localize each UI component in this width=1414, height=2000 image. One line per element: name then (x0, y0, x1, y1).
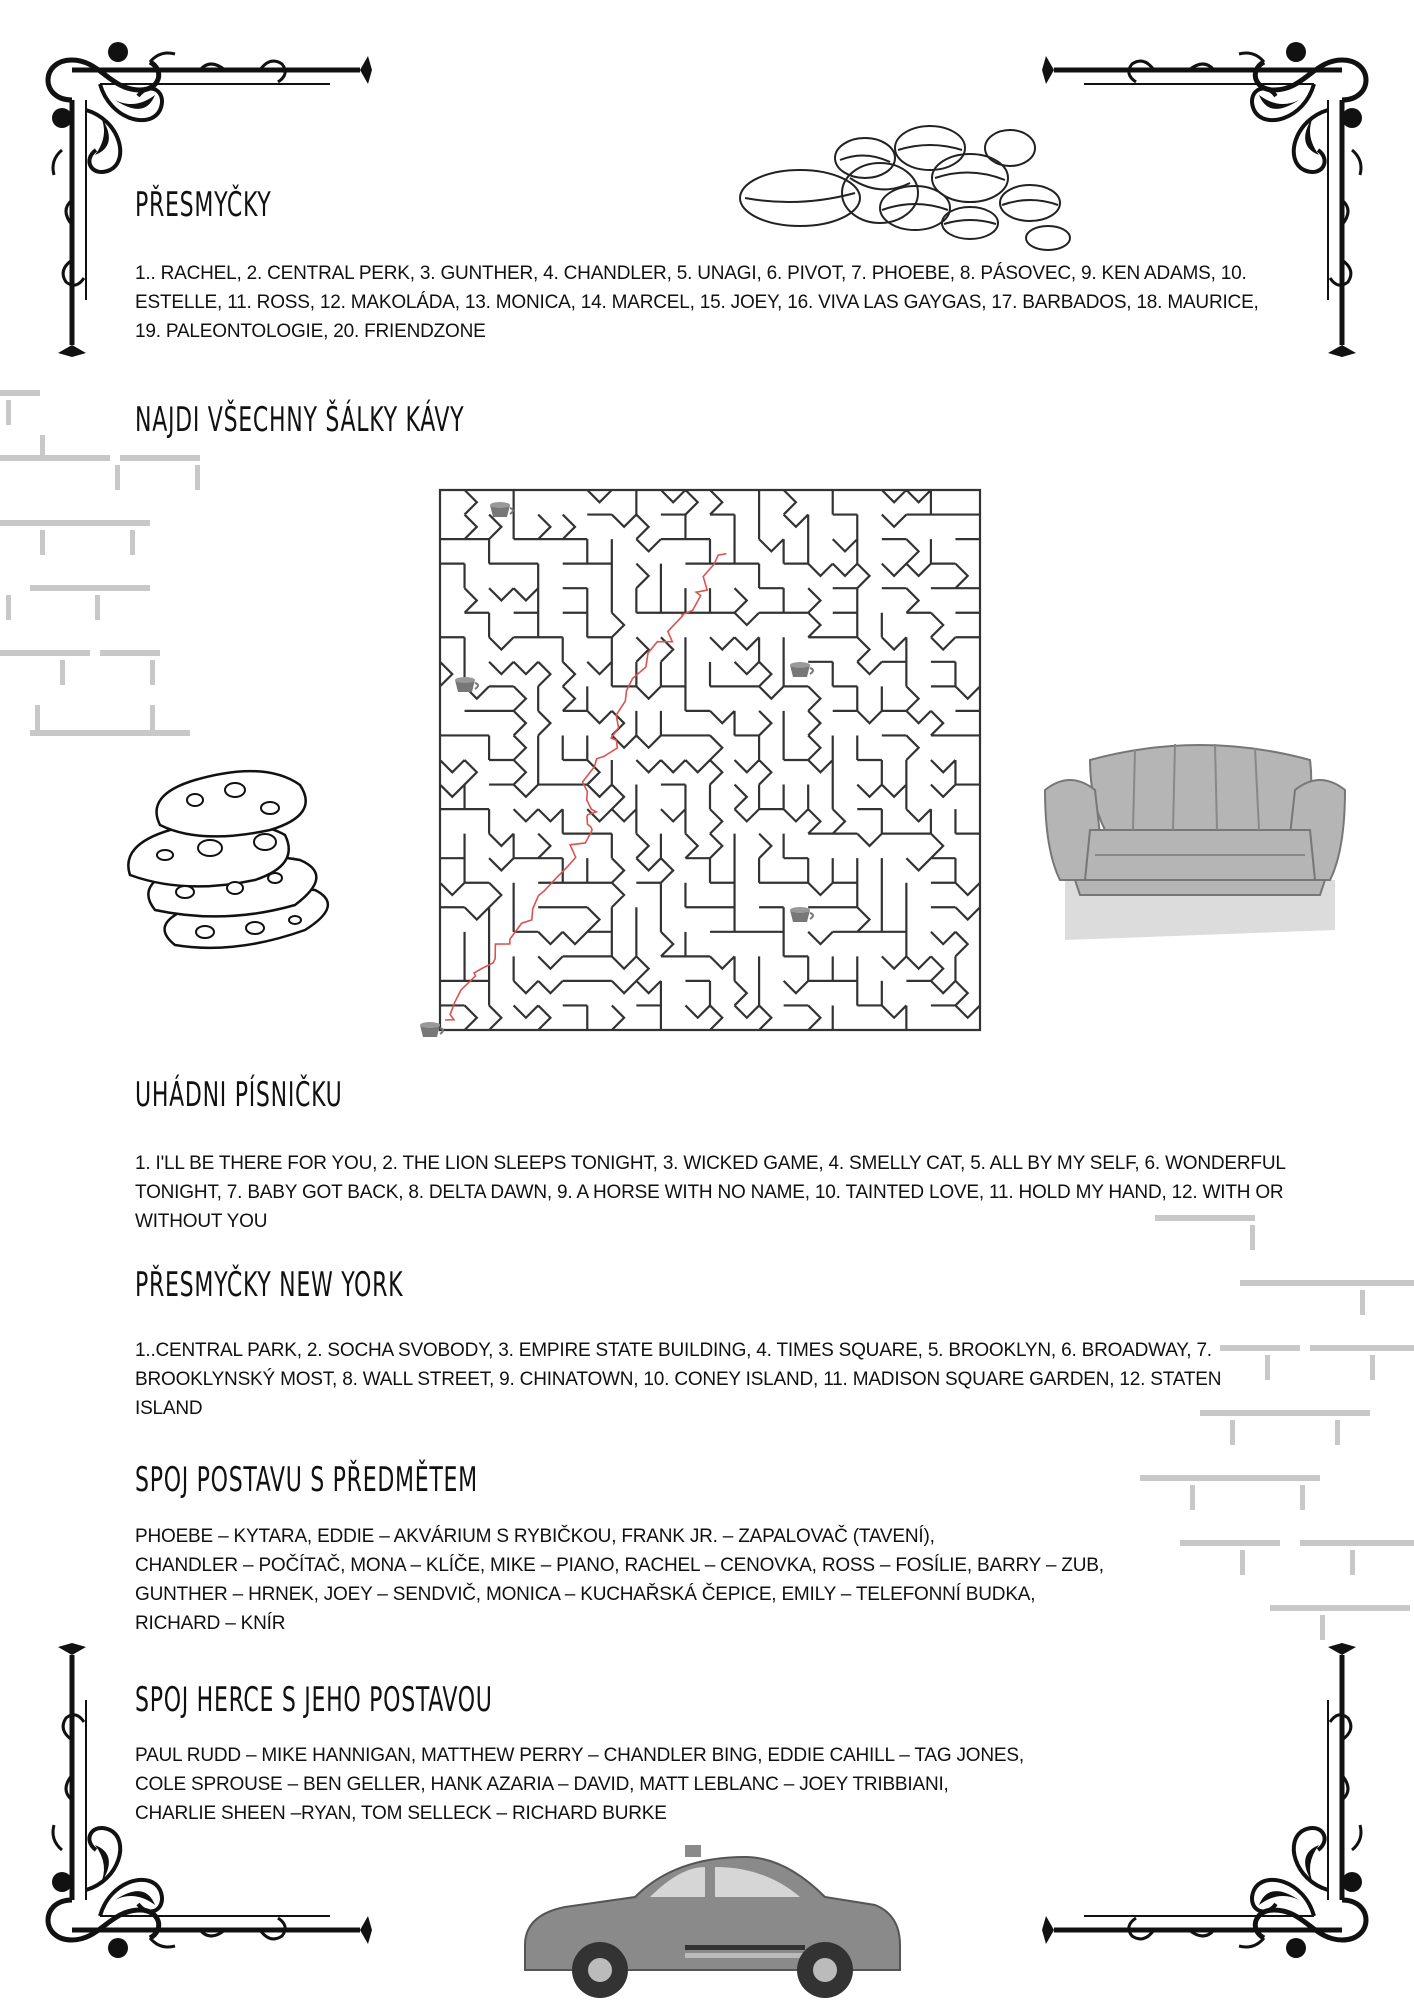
sofa-icon (1035, 730, 1365, 950)
section-title-presmycky: PŘESMYČKY (135, 185, 272, 225)
section-title-predmety: SPOJ POSTAVU S PŘEDMĚTEM (135, 1460, 478, 1500)
section-text-herci (135, 1741, 1335, 1828)
text-line: GUNTHER – HRNEK, JOEY – SENDVIČ, MONICA – KUCHAŘSKÁ ČEPICE, EMILY – TELEFONNÍ BUDKA, (135, 1584, 1036, 1605)
cookies-icon (125, 770, 355, 960)
text-line: COLE SPROUSE – BEN GELLER, HANK AZARIA – DAVID, MATT LEBLANC – JOEY TRIBBIANI, (135, 1774, 949, 1795)
section-text-newyork: 1..CENTRAL PARK, 2. SOCHA SVOBODY, 3. EMPIRE STATE BUILDING, 4. TIMES SQUARE, 5. BROOKLYN, 6. BROADWAY, 7. BROOKLYNSKÝ MOST, 8. WALL STREET, 9. CHINATOWN, 10. CONEY ISLAND, 11. MADISON SQUARE GARDEN, 12. STATEN ISLAND (135, 1340, 1222, 1419)
text-line: CHANDLER – POČÍTAČ, MONA – KLÍČE, MIKE – PIANO, RACHEL – CENOVKA, ROSS – FOSÍLIE, BARRY – ZUB, (135, 1555, 1104, 1576)
text-line: CHARLIE SHEEN –RYAN, TOM SELLECK – RICHARD BURKE (135, 1803, 667, 1824)
maze-solution-path (445, 554, 726, 1020)
coffee-cup-icon (455, 677, 478, 692)
section-text-presmycky: 1.. RACHEL, 2. CENTRAL PERK, 3. GUNTHER, 4. CHANDLER, 5. UNAGI, 6. PIVOT, 7. PHOEBE, 8. PÁSOVEC, 9. KEN ADAMS, 10. ESTELLE, 11. ROSS, 12. MAKOLÁDA, 13. MONICA, 14. MARCEL, 15. JOEY, 16. VIVA LAS GAYGAS, 17. BARBADOS, 18. MAURICE, 19. PALEONTOLOGIE, 20. FRIENDZONE (135, 263, 1259, 342)
section-title-newyork: PŘESMYČKY NEW YORK (135, 1265, 404, 1305)
text-line: PHOEBE – KYTARA, EDDIE – AKVÁRIUM S RYBIČKOU, FRANK JR. – ZAPALOVAČ (TAVENÍ), (135, 1526, 935, 1547)
coffee-cup-maze (430, 480, 990, 1040)
coffee-beans-icon (730, 118, 1090, 248)
text-line: RICHARD – KNÍR (135, 1613, 286, 1634)
coffee-cup-icon (790, 662, 813, 677)
section-title-pisnicka: UHÁDNI PÍSNIČKU (135, 1075, 343, 1115)
maze-walls (440, 490, 980, 1030)
text-line: PAUL RUDD – MIKE HANNIGAN, MATTHEW PERRY – CHANDLER BING, EDDIE CAHILL – TAG JONES, (135, 1745, 1024, 1766)
section-title-maze: NAJDI VŠECHNY ŠÁLKY KÁVY (135, 400, 465, 440)
coffee-cup-icon (790, 907, 813, 922)
taxi-car-icon (515, 1845, 905, 2000)
coffee-cup-icon (490, 502, 513, 517)
section-text-predmety (135, 1522, 1335, 1638)
section-title-herci: SPOJ HERCE S JEHO POSTAVOU (135, 1680, 493, 1720)
section-text-pisnicka: 1. I'LL BE THERE FOR YOU, 2. THE LION SLEEPS TONIGHT, 3. WICKED GAME, 4. SMELLY CAT, 5. ALL BY MY SELF, 6. WONDERFUL TONIGHT, 7. BABY GOT BACK, 8. DELTA DAWN, 9. A HORSE WITH NO NAME, 10. TAINTED LOVE, 11. HOLD MY HAND, 12. WITH OR WITHOUT YOU (135, 1153, 1286, 1232)
